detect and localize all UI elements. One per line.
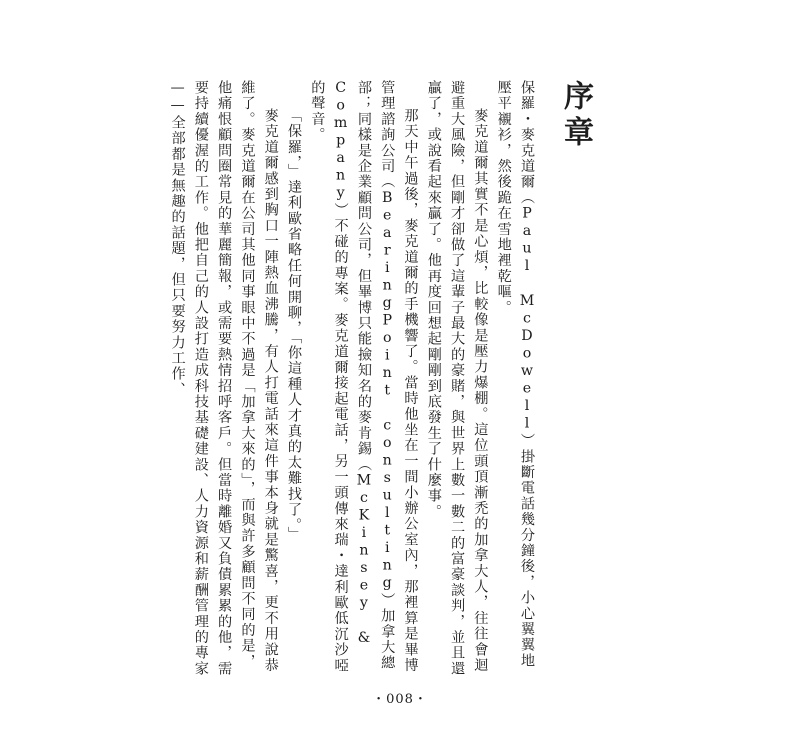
paragraph-2: 麥克道爾其實不是心煩，比較像是壓力爆棚。這位頭頂漸禿的加拿大人，往往會迴避重大風險，但剛才卻做了這輩子最大的豪賭，與世界上數一數二的富豪談判，並且還贏了，或說看起來贏了。他再度回想起剛剛到底發生了什麼事。 xyxy=(425,80,489,677)
paragraph-1: 保羅・麥克道爾（Paul McDowell）掛斷電話幾分鐘後，小心翼翼地壓平襯衫，然後跪在雪地裡乾嘔。 xyxy=(495,80,535,669)
page-number: ・008・ xyxy=(372,692,428,707)
paragraph-5: 麥克道爾感到胸口一陣熱血沸騰，有人打電話來這件事本身就是驚喜，更不用說恭維了。麥克道爾在公司其他同事眼中不過是「加拿大來的」，而與許多顧問不同的是，他痛恨顧問圈常見的華麗簡報，或需要熱情招呼客戶。但當時離婚又負債累累的他，需要持續優渥的工作。他把自己的人設打造成科技基礎建設、人力資源和薪酬管理的專家——全部都是無趣的話題，但只要努力工作、 xyxy=(169,80,279,677)
chapter-title: 序章 xyxy=(558,80,593,152)
vertical-text-block xyxy=(165,80,593,680)
paragraph-3: 那天中午過後，麥克道爾的手機響了。當時他坐在一間小辦公室內，那裡算是畢博管理諮詢公司（BearingPoint consulting）加拿大總部；同樣是企業顧問公司，但畢博只能撿知名的麥肯錫（McKinsey & Company）不碰的專案。麥克道爾接起電話，另一頭傳來瑞・達利歐低沉沙啞的聲音。 xyxy=(309,80,419,674)
paragraph-4: 「保羅，」達利歐省略任何開聊，「你這種人才真的太難找了。」 xyxy=(286,108,303,543)
